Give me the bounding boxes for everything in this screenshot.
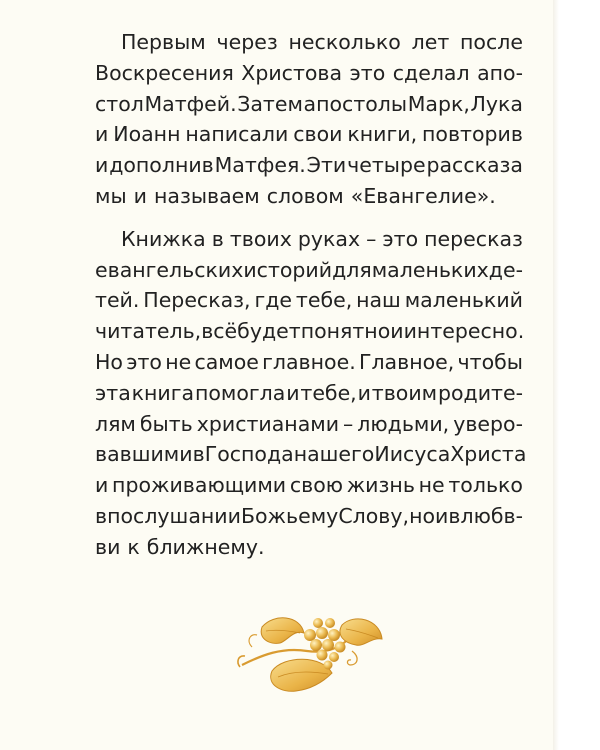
text-line: евангельских историй для маленьких де-	[95, 257, 523, 282]
grape-vine-ornament-icon	[232, 607, 387, 702]
text-line: Воскресения Христова это сделал апо-	[95, 60, 523, 85]
text-line: лям быть христианами – людьми, уверо-	[95, 411, 523, 436]
page-edge	[553, 0, 600, 750]
text-line: в послушании Божьему Слову, но и в любв-	[95, 503, 523, 528]
text-line: и Иоанн написали свои книги, повторив	[95, 122, 523, 147]
body-text	[95, 27, 527, 575]
text-line: Первым через несколько лет после	[121, 30, 523, 54]
text-line: вавшими в Господа нашего Иисуса Христа	[95, 442, 527, 467]
text-line: Но это не самое главное. Главное, чтобы	[95, 349, 523, 374]
text-line: эта книга помогла и тебе, и твоим родите-	[95, 380, 523, 405]
text-line: мы и называем словом «Евангелие».	[95, 183, 496, 208]
text-line: тей. Пересказ, где тебе, наш маленький	[95, 288, 523, 313]
text-line: и проживающими свою жизнь не только	[95, 473, 523, 498]
text-line: стол Матфей. Затем апостолы Марк, Лука	[95, 91, 523, 116]
text-line: читатель, всё будет понятно и интересно.	[95, 319, 525, 344]
text-line: Книжка в твоих руках – это пересказ	[121, 226, 523, 251]
paragraph	[95, 224, 527, 563]
text-line: и дополнив Матфея. Эти четыре рассказа	[95, 153, 523, 178]
paragraph	[95, 27, 523, 212]
text-line: ви к ближнему.	[95, 534, 265, 559]
